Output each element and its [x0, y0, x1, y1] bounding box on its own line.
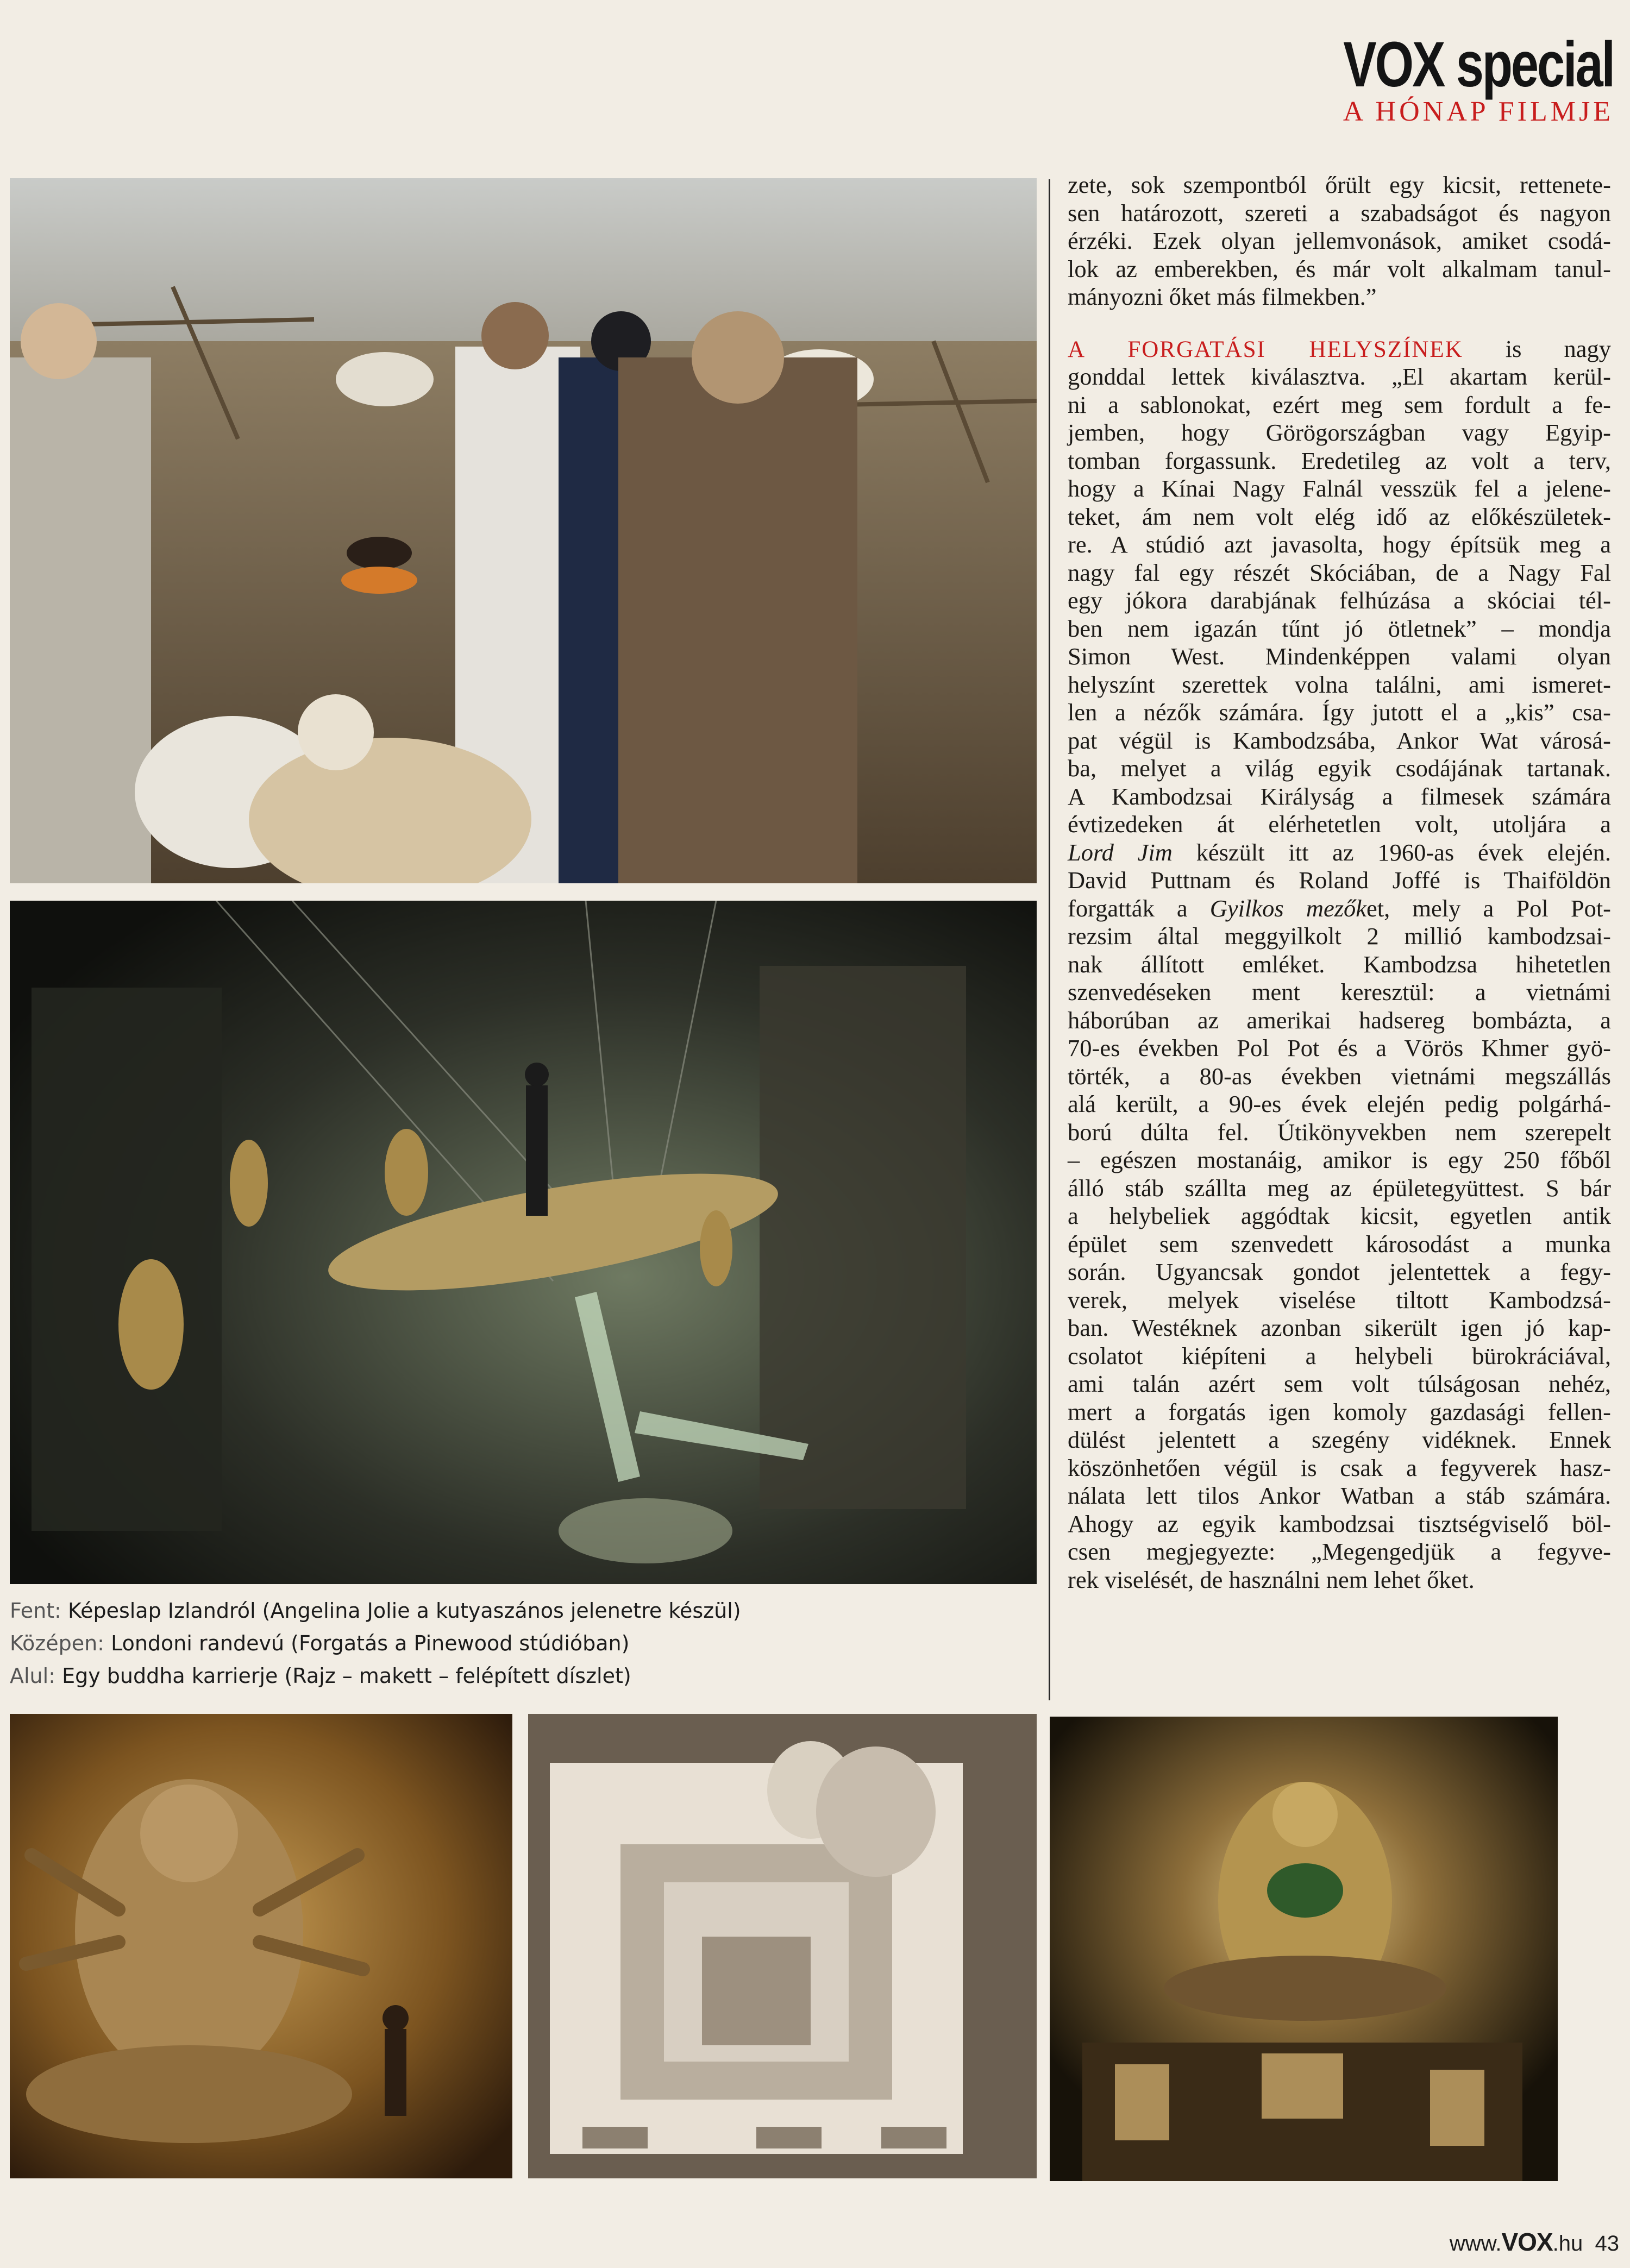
article-line: nálata lett tilos Ankor Watban a stáb számára.: [1068, 1482, 1611, 1509]
article-line: évtizedeken át elérhetetlen volt, utoljára a: [1068, 811, 1611, 838]
article-line: hogy a Kínai Nagy Falnál vesszük fel a jelene-: [1068, 475, 1611, 502]
article-text: et, mely a Pol Pot-: [1366, 894, 1611, 922]
caption-text: Képeslap Izlandról (Angelina Jolie a kutyaszános jelenetre készül): [68, 1599, 741, 1623]
article-line: csolatot kiépíteni a helybeli bürokráciával,: [1068, 1342, 1611, 1369]
article-line: háborúban az amerikai hadsereg bombázta, a: [1068, 1006, 1611, 1034]
article-paragraph: [1068, 335, 1611, 363]
article-line: Ahogy az egyik kambodzsai tisztségviselő böl-: [1068, 1510, 1611, 1537]
article-line: jemben, hogy Görögországban vagy Egyip-: [1068, 419, 1611, 446]
footer-domain: .hu: [1552, 2232, 1583, 2256]
caption-key: Középen:: [10, 1631, 104, 1655]
article-line: – egészen mostanáig, amikor is egy 250 főből: [1068, 1146, 1611, 1173]
page-footer: [1391, 2227, 1619, 2257]
article-line: alá került, a 90-es évek elején pedig polgárhá-: [1068, 1090, 1611, 1117]
section-kicker: A HÓNAP FILMJE: [1343, 96, 1614, 127]
article-line: ami talán azért sem volt túlságosan nehéz,: [1068, 1370, 1611, 1397]
article-line: A Kambodzsai Királyság a filmesek számára: [1068, 782, 1611, 810]
article-column: [1068, 171, 1611, 1594]
article-line: érzéki. Ezek olyan jellemvonások, amiket csodá-: [1068, 227, 1611, 254]
caption-key: Alul:: [10, 1664, 55, 1688]
article-line: álló stáb szállta meg az épületegyüttest. S bár: [1068, 1174, 1611, 1202]
caption-middle: [10, 1627, 1042, 1660]
article-text: forgatták a: [1068, 894, 1188, 922]
page-number: 43: [1595, 2232, 1619, 2256]
article-line: mert a forgatás igen komoly gazdasági fellen-: [1068, 1398, 1611, 1425]
article-line: egy jókora darabjának felhúzása a skóciai tél-: [1068, 587, 1611, 614]
article-line: csen megjegyezte: „Megengedjük a fegyve-: [1068, 1538, 1611, 1565]
article-line: [1068, 335, 1611, 363]
film-title: Lord Jim: [1068, 838, 1173, 866]
article-line: törték, a 80-as években vietnámi megszállás: [1068, 1062, 1611, 1090]
buddha-model-photo: [528, 1714, 1037, 2178]
article-line: ború dúlta fel. Útikönyvekben nem szerepelt: [1068, 1118, 1611, 1146]
article-line: dülést jelentett a szegény vidéknek. Ennek: [1068, 1426, 1611, 1453]
article-line: re. A stúdió azt javasolta, hogy építsük meg a: [1068, 531, 1611, 558]
caption-text: Egy buddha karrierje (Rajz – makett – felépített díszlet): [62, 1664, 631, 1688]
article-line: a helybeliek aggódtak kicsit, egyetlen antik: [1068, 1202, 1611, 1229]
article-line: tomban forgassunk. Eredetileg az volt a terv,: [1068, 447, 1611, 474]
photo-captions: [10, 1594, 1042, 1692]
article-line: ben nem igazán tűnt jó ötletnek” – mondja: [1068, 614, 1611, 642]
article-line: nagy fal egy részét Skóciában, de a Nagy Fal: [1068, 558, 1611, 586]
pinewood-studio-photo: [10, 901, 1037, 1584]
article-line: épület sem szenvedett károsodást a munka: [1068, 1230, 1611, 1258]
article-line: ban. Westéknek azonban sikerült igen jó kap-: [1068, 1314, 1611, 1341]
article-line: rezsim által meggyilkolt 2 millió kambodzsai-: [1068, 922, 1611, 950]
article-line: lok az emberekben, és már volt alkalmam tanul-: [1068, 255, 1611, 282]
caption-key: Fent:: [10, 1599, 61, 1623]
article-line: szenvedéseken ment keresztül: a vietnámi: [1068, 978, 1611, 1006]
article-line: teket, ám nem volt elég idő az előkészületek-: [1068, 502, 1611, 530]
article-line: verek, melyek viselése tiltott Kambodzsá-: [1068, 1286, 1611, 1314]
buddha-set-photo: [1050, 1717, 1558, 2181]
caption-bottom: [10, 1660, 1042, 1692]
article-line: sen határozott, szereti a szabadságot és nagyon: [1068, 199, 1611, 227]
article-line: [1068, 895, 1611, 923]
article-line: rek viselését, de használni nem lehet őket.: [1068, 1566, 1475, 1593]
article-line: gonddal lettek kiválasztva. „El akartam kerül-: [1068, 363, 1611, 390]
caption-top: [10, 1594, 1042, 1627]
iceland-set-photo: [10, 178, 1037, 883]
article-line: [1068, 839, 1611, 867]
section-heading: A FORGATÁSI HELYSZÍNEK: [1068, 336, 1463, 362]
article-line: köszönhetően végül is csak a fegyverek hasz-: [1068, 1454, 1611, 1481]
buddha-drawing-photo: [10, 1714, 512, 2178]
article-text: készült itt az 1960-as évek elején.: [1196, 838, 1612, 866]
column-divider: [1049, 179, 1050, 1700]
article-text: is nagy: [1505, 335, 1611, 362]
article-line: Simon West. Mindenképpen valami olyan: [1068, 643, 1611, 670]
article-line: 70-es években Pol Pot és a Vörös Khmer gyö-: [1068, 1034, 1611, 1061]
magazine-section-title: VOX special: [1343, 29, 1614, 100]
footer-brand: VOX: [1501, 2228, 1553, 2256]
article-line: zete, sok szempontból őrült egy kicsit, rettenete-: [1068, 171, 1611, 198]
article-line: helyszínt szerettek volna találni, ami ismeret-: [1068, 670, 1611, 698]
article-paragraph: [1068, 171, 1611, 311]
article-line: nak állított emléket. Kambodzsa hihetetlen: [1068, 950, 1611, 978]
article-line: ni a sablonokat, ezért meg sem fordult a fe-: [1068, 391, 1611, 418]
article-line: során. Ugyancsak gondot jelentettek a fegy-: [1068, 1258, 1611, 1285]
caption-text: Londoni randevú (Forgatás a Pinewood stúdióban): [111, 1631, 630, 1655]
article-line: ba, melyet a világ egyik csodájának tartanak.: [1068, 755, 1611, 782]
article-line: David Puttnam és Roland Joffé is Thaiföldön: [1068, 866, 1611, 894]
article-line: mányozni őket más filmekben.”: [1068, 283, 1377, 310]
footer-www: www.: [1449, 2232, 1502, 2256]
article-line: len a nézők számára. Így jutott el a „kis” csa-: [1068, 699, 1611, 726]
film-title: Gyilkos mezők: [1209, 894, 1367, 922]
article-line: pat végül is Kambodzsába, Ankor Wat városá-: [1068, 726, 1611, 754]
